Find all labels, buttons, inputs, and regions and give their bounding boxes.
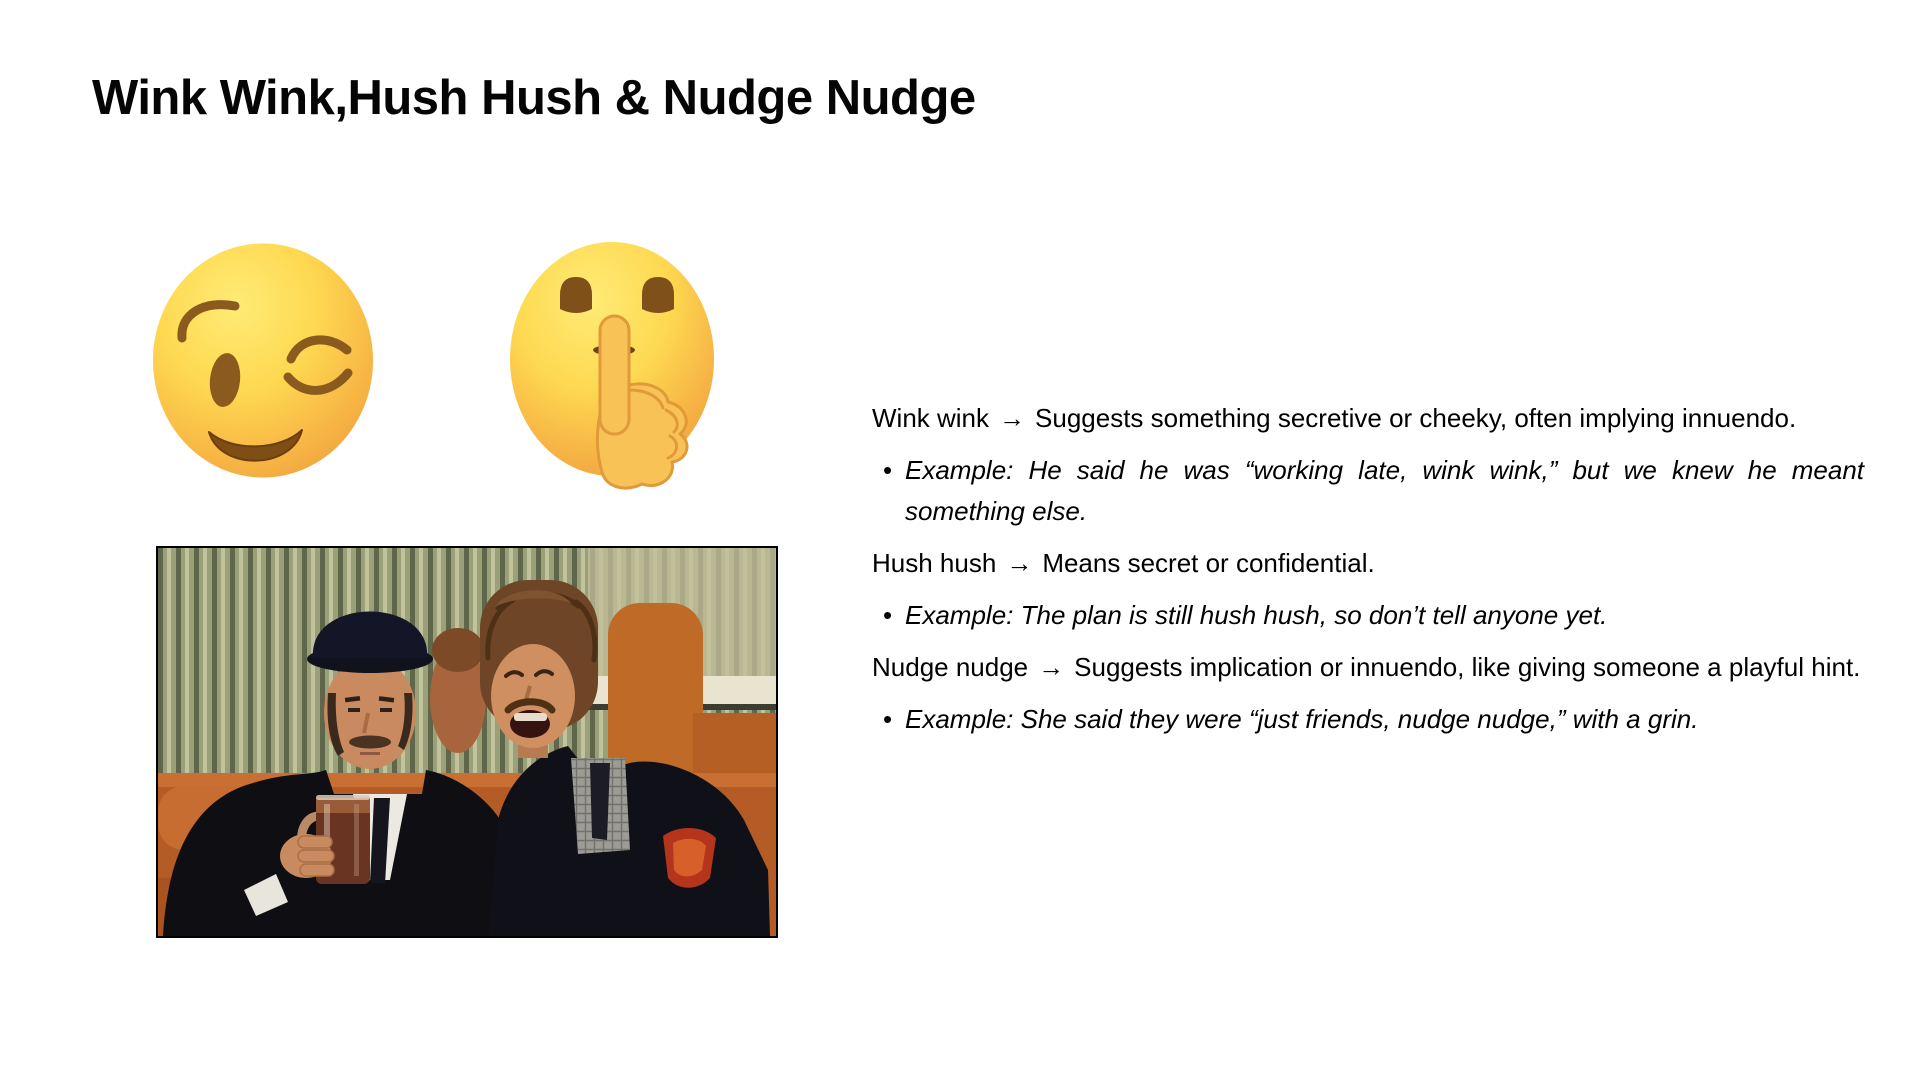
definition-text: Suggests something secretive or cheeky, often implying innuendo. [1035,403,1797,433]
arrow-symbol: → [1006,548,1033,578]
winking-face-icon [152,243,374,478]
background-person [430,628,486,753]
bullet-marker: • [883,600,893,630]
example-line [872,450,1864,532]
example-line [872,595,1864,636]
nudge-nudge-photo [156,546,778,938]
nudge-nudge-photo-art [158,548,776,936]
example-line [872,699,1864,740]
term: Nudge nudge [872,652,1029,682]
term: Hush hush [872,548,997,578]
definitions-block [872,398,1864,751]
bullet-marker: • [883,455,893,485]
bullet-marker: • [883,704,893,734]
definition-line [872,647,1864,688]
definition-line [872,543,1864,584]
term: Wink wink [872,403,990,433]
shushing-face-icon [508,240,716,492]
winking-face-emoji [152,243,374,478]
shushing-face-emoji [508,240,716,492]
example-text: Example: He said he was “working late, wink wink,” but we knew he meant something else. [905,455,1864,526]
slide-title: Wink Wink,Hush Hush & Nudge Nudge [92,71,976,125]
definition-text: Suggests implication or innuendo, like giving someone a playful hint. [1074,652,1861,682]
example-text: Example: She said they were “just friends, nudge nudge,” with a grin. [905,704,1699,734]
arrow-symbol: → [999,403,1026,433]
arrow-symbol: → [1038,652,1065,682]
definition-text: Means secret or confidential. [1042,548,1375,578]
definition-line [872,398,1864,439]
example-text: Example: The plan is still hush hush, so don’t tell anyone yet. [905,600,1608,630]
